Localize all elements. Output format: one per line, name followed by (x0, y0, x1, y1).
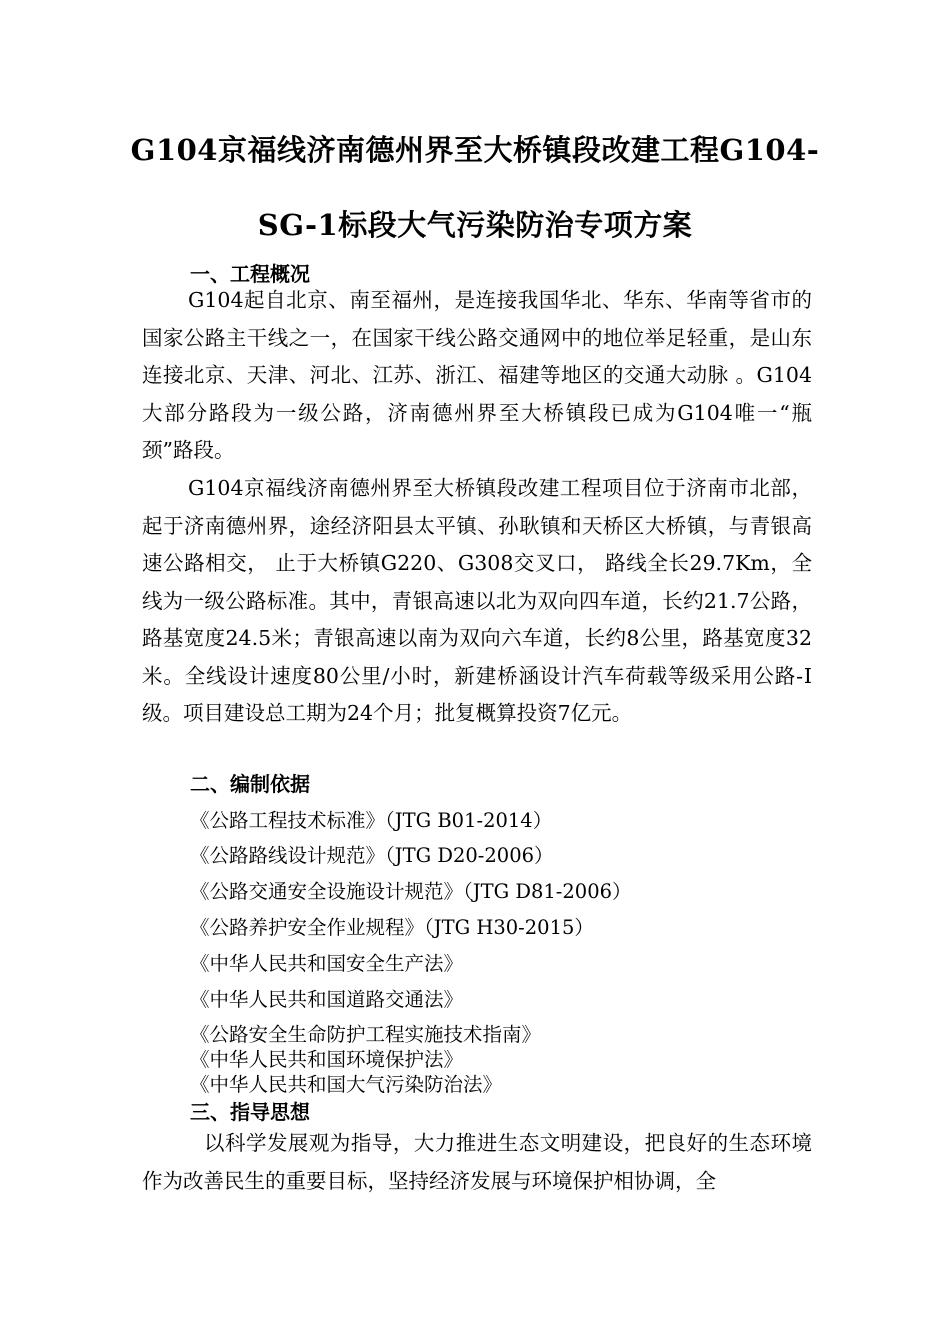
document-title-line-1: G104京福线济南德州界至大桥镇段改建工程G104- (130, 133, 820, 167)
guiding-thought-paragraph: 以科学发展观为指导，大力推进生态文明建设，把良好的生态环境作为改善民生的重要目标，坚持经济发展与环境保护相协调，全 (142, 1131, 812, 1193)
reference-item: 《公路工程技术标准》（JTG B01-2014） (190, 809, 553, 832)
reference-item: 《中华人民共和国道路交通法》 (190, 988, 464, 1011)
section-heading-guiding-thought: 三、指导思想 (190, 1100, 310, 1124)
overview-paragraph-2: G104京福线济南德州界至大桥镇段改建工程项目位于济南市北部，起于济南德州界，途经济阳县太平镇、孙耿镇和天桥区大桥镇，与青银高速公路相交， 止于大桥镇G220、G308交叉口， 路线全长29.7Km，全线为一级公路标准。其中，青银高速以北为双向四车道，长约21.7公路，路基宽度24.5米；青银高速以南为双向六车道，长约8公里，路基宽度32米。全线设计速度80公里/小时，新建桥涵设计汽车荷载等级采用公路-Ⅰ级。项目建设总工期为24个月；批复概算投资7亿元。 (142, 476, 812, 725)
reference-item: 《中华人民共和国安全生产法》 (190, 952, 464, 975)
overview-paragraph-1: G104起自北京、南至福州，是连接我国华北、华东、华南等省市的国家公路主干线之一，在国家干线公路交通网中的地位举足轻重，是山东连接北京、天津、河北、江苏、浙江、福建等地区的交通大动脉 。G104大部分路段为一级公路，济南德州界至大桥镇段已成为G104唯一“瓶颈”路段。 (142, 288, 812, 462)
reference-item: 《中华人民共和国大气污染防治法》 (190, 1073, 503, 1096)
reference-item: 《公路安全生命防护工程实施技术指南》 (190, 1023, 542, 1046)
section-heading-overview: 一、工程概况 (190, 262, 310, 286)
document-title-line-2: SG-1标段大气污染防治专项方案 (257, 208, 693, 242)
reference-item: 《公路路线设计规范》（JTG D20-2006） (190, 844, 554, 867)
reference-item: 《公路养护安全作业规程》（JTG H30-2015） (190, 916, 594, 939)
reference-item: 《公路交通安全设施设计规范》（JTG D81-2006） (190, 880, 632, 903)
section-heading-basis: 二、编制依据 (190, 772, 310, 796)
reference-item: 《中华人民共和国环境保护法》 (190, 1048, 464, 1071)
